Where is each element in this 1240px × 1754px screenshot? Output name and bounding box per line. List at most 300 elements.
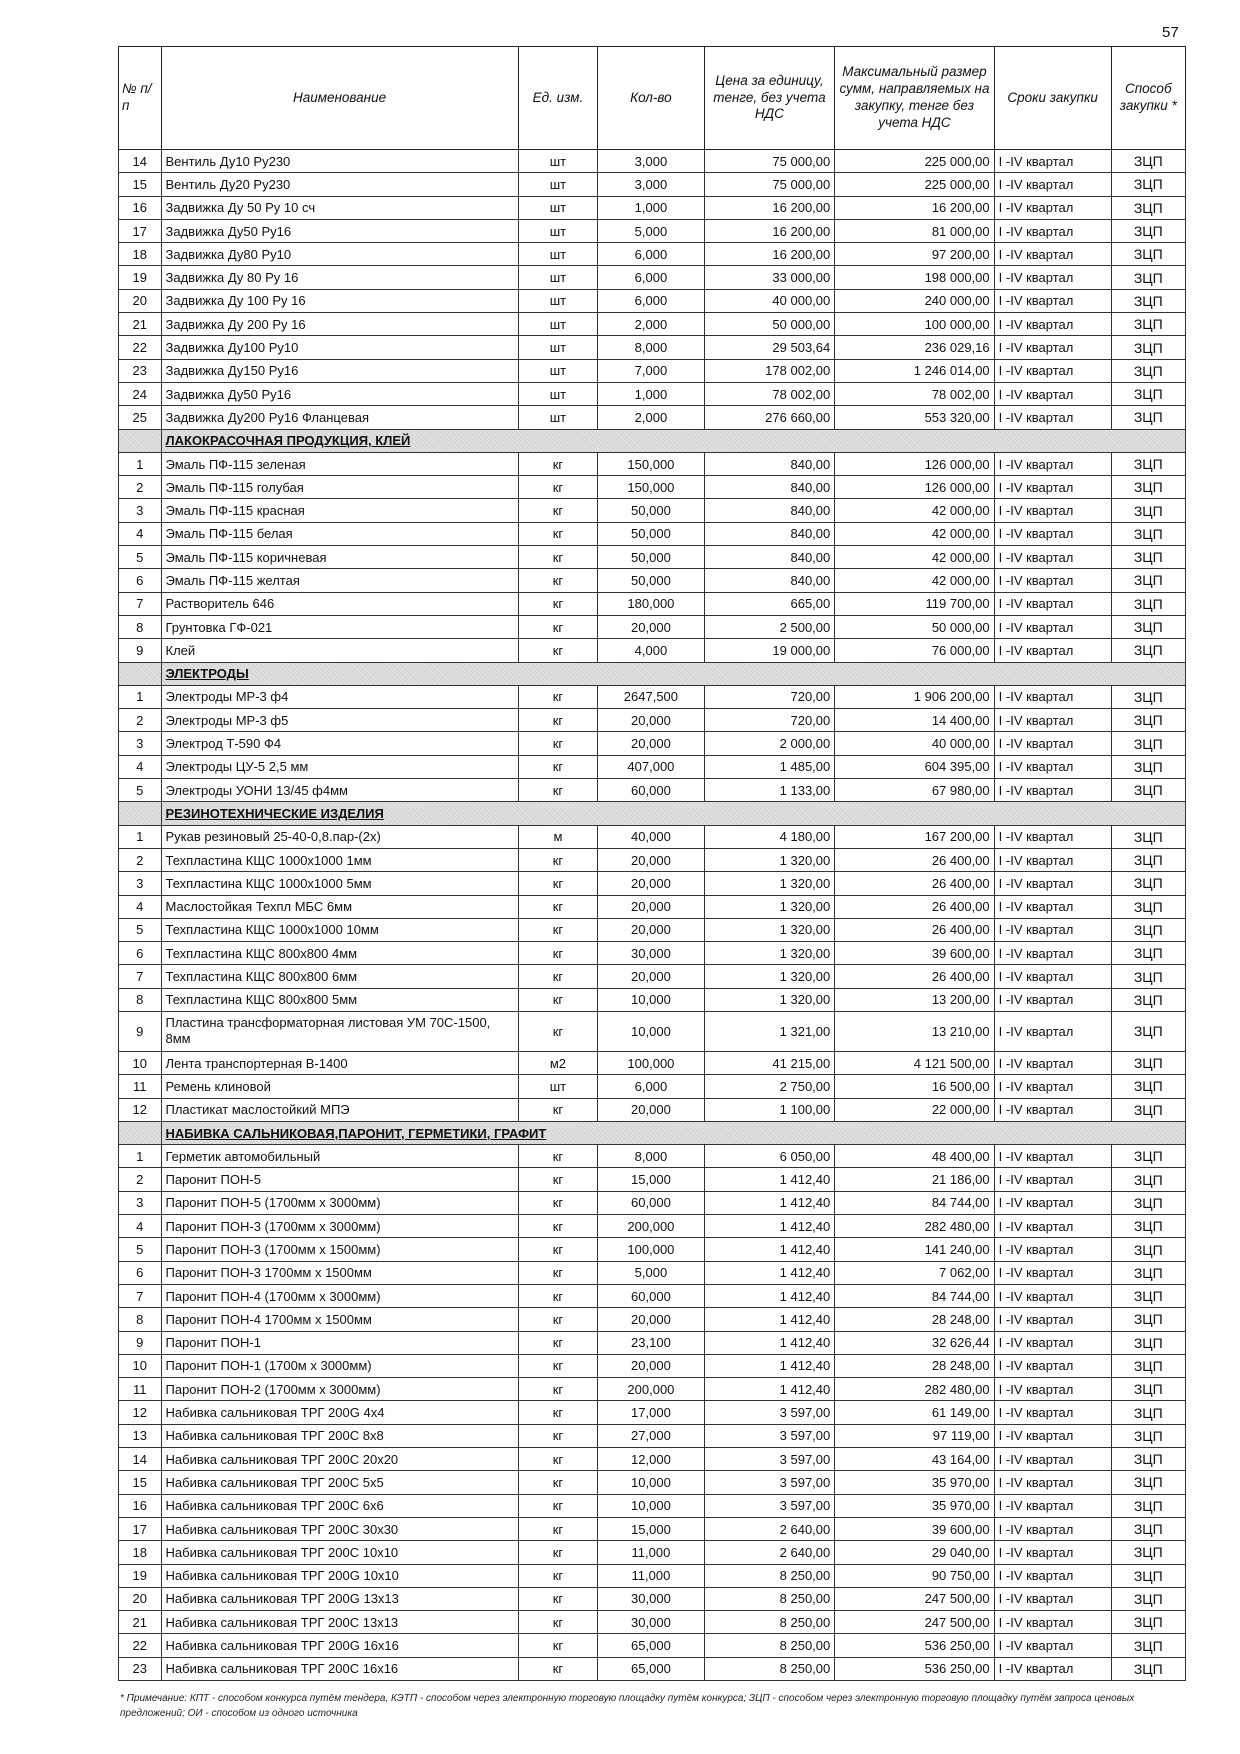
item-name-cell: Пластина трансформаторная листовая УМ 70С-1500, 8мм [161, 1011, 518, 1051]
procurement-method-cell: ЗЦП [1111, 592, 1185, 615]
unit-cell: кг [518, 1215, 598, 1238]
table-row [119, 1284, 1186, 1307]
procurement-term-cell: I -IV квартал [994, 1471, 1111, 1494]
unit-price-cell: 3 597,00 [704, 1494, 835, 1517]
procurement-term-cell: I -IV квартал [994, 1541, 1111, 1564]
unit-price-cell: 178 002,00 [704, 359, 835, 382]
quantity-cell: 8,000 [598, 1145, 704, 1168]
unit-cell: шт [518, 243, 598, 266]
procurement-term-cell: I -IV квартал [994, 965, 1111, 988]
procurement-method-cell: ЗЦП [1111, 615, 1185, 638]
item-name-cell: Электроды ЦУ-5 2,5 мм [161, 755, 518, 778]
unit-cell: шт [518, 289, 598, 312]
row-number-cell: 21 [119, 1611, 162, 1634]
unit-cell: кг [518, 499, 598, 522]
procurement-method-cell: ЗЦП [1111, 569, 1185, 592]
unit-price-cell: 41 215,00 [704, 1051, 835, 1074]
procurement-method-cell: ЗЦП [1111, 639, 1185, 662]
item-name-cell: Задвижка Ду50 Ру16 [161, 219, 518, 242]
unit-price-cell: 16 200,00 [704, 219, 835, 242]
item-name-cell: Паронит ПОН-5 [161, 1168, 518, 1191]
procurement-method-cell: ЗЦП [1111, 476, 1185, 499]
quantity-cell: 20,000 [598, 615, 704, 638]
item-name-cell: Набивка сальниковая ТРГ 200G 4х4 [161, 1401, 518, 1424]
max-sum-cell: 100 000,00 [835, 313, 994, 336]
quantity-cell: 20,000 [598, 965, 704, 988]
unit-cell: кг [518, 895, 598, 918]
table-row [119, 476, 1186, 499]
row-number-cell: 11 [119, 1075, 162, 1098]
quantity-cell: 5,000 [598, 219, 704, 242]
quantity-cell: 6,000 [598, 243, 704, 266]
quantity-cell: 100,000 [598, 1238, 704, 1261]
column-header-method: Способ закупки * [1111, 47, 1185, 150]
procurement-method-cell: ЗЦП [1111, 848, 1185, 871]
max-sum-cell: 21 186,00 [835, 1168, 994, 1191]
procurement-method-cell: ЗЦП [1111, 406, 1185, 429]
procurement-method-cell: ЗЦП [1111, 266, 1185, 289]
unit-cell: кг [518, 1011, 598, 1051]
item-name-cell: Техпластина КЩС 1000х1000 5мм [161, 872, 518, 895]
table-row [119, 685, 1186, 708]
procurement-term-cell: I -IV квартал [994, 918, 1111, 941]
procurement-term-cell: I -IV квартал [994, 1331, 1111, 1354]
procurement-method-cell: ЗЦП [1111, 779, 1185, 802]
table-row [119, 569, 1186, 592]
procurement-method-cell: ЗЦП [1111, 1238, 1185, 1261]
item-name-cell: Техпластина КЩС 1000х1000 1мм [161, 848, 518, 871]
unit-cell: шт [518, 313, 598, 336]
unit-price-cell: 2 750,00 [704, 1075, 835, 1098]
item-name-cell: Паронит ПОН-3 1700мм х 1500мм [161, 1261, 518, 1284]
procurement-method-cell: ЗЦП [1111, 872, 1185, 895]
table-row [119, 522, 1186, 545]
column-header-term: Сроки закупки [994, 47, 1111, 150]
procurement-method-cell: ЗЦП [1111, 243, 1185, 266]
procurement-method-cell: ЗЦП [1111, 895, 1185, 918]
quantity-cell: 50,000 [598, 522, 704, 545]
item-name-cell: Набивка сальниковая ТРГ 200С 13х13 [161, 1611, 518, 1634]
row-number-cell: 17 [119, 219, 162, 242]
section-header-row [119, 662, 1186, 685]
section-spacer [119, 662, 162, 685]
procurement-term-cell: I -IV квартал [994, 452, 1111, 475]
row-number-cell: 3 [119, 1191, 162, 1214]
quantity-cell: 10,000 [598, 1471, 704, 1494]
unit-cell: кг [518, 942, 598, 965]
row-number-cell: 15 [119, 1471, 162, 1494]
procurement-term-cell: I -IV квартал [994, 476, 1111, 499]
unit-cell: кг [518, 1587, 598, 1610]
procurement-term-cell: I -IV квартал [994, 196, 1111, 219]
max-sum-cell: 26 400,00 [835, 848, 994, 871]
item-name-cell: Паронит ПОН-4 1700мм х 1500мм [161, 1308, 518, 1331]
item-name-cell: Эмаль ПФ-115 желтая [161, 569, 518, 592]
unit-price-cell: 1 321,00 [704, 1011, 835, 1051]
item-name-cell: Вентиль Ду20 Ру230 [161, 173, 518, 196]
table-row [119, 1564, 1186, 1587]
procurement-term-cell: I -IV квартал [994, 1051, 1111, 1074]
procurement-term-cell: I -IV квартал [994, 1075, 1111, 1098]
item-name-cell: Техпластина КЩС 800х800 5мм [161, 988, 518, 1011]
procurement-method-cell: ЗЦП [1111, 732, 1185, 755]
table-row [119, 1448, 1186, 1471]
max-sum-cell: 13 210,00 [835, 1011, 994, 1051]
max-sum-cell: 240 000,00 [835, 289, 994, 312]
unit-cell: кг [518, 709, 598, 732]
quantity-cell: 20,000 [598, 1354, 704, 1377]
unit-price-cell: 720,00 [704, 685, 835, 708]
item-name-cell: Набивка сальниковая ТРГ 200С 30х30 [161, 1517, 518, 1540]
max-sum-cell: 247 500,00 [835, 1611, 994, 1634]
row-number-cell: 20 [119, 289, 162, 312]
row-number-cell: 19 [119, 1564, 162, 1587]
procurement-method-cell: ЗЦП [1111, 336, 1185, 359]
procurement-term-cell: I -IV квартал [994, 336, 1111, 359]
unit-price-cell: 1 320,00 [704, 895, 835, 918]
item-name-cell: Эмаль ПФ-115 голубая [161, 476, 518, 499]
table-row [119, 848, 1186, 871]
item-name-cell: Задвижка Ду200 Ру16 Фланцевая [161, 406, 518, 429]
max-sum-cell: 42 000,00 [835, 569, 994, 592]
procurement-term-cell: I -IV квартал [994, 150, 1111, 173]
section-title: ЭЛЕКТРОДЫ [161, 662, 1186, 685]
table-row [119, 1471, 1186, 1494]
max-sum-cell: 14 400,00 [835, 709, 994, 732]
quantity-cell: 100,000 [598, 1051, 704, 1074]
row-number-cell: 7 [119, 1284, 162, 1307]
procurement-method-cell: ЗЦП [1111, 1587, 1185, 1610]
row-number-cell: 2 [119, 1168, 162, 1191]
procurement-method-cell: ЗЦП [1111, 685, 1185, 708]
section-spacer [119, 429, 162, 452]
item-name-cell: Набивка сальниковая ТРГ 200G 13х13 [161, 1587, 518, 1610]
quantity-cell: 2,000 [598, 313, 704, 336]
item-name-cell: Задвижка Ду 80 Ру 16 [161, 266, 518, 289]
item-name-cell: Ремень клиновой [161, 1075, 518, 1098]
row-number-cell: 18 [119, 1541, 162, 1564]
row-number-cell: 14 [119, 1448, 162, 1471]
max-sum-cell: 604 395,00 [835, 755, 994, 778]
unit-price-cell: 33 000,00 [704, 266, 835, 289]
item-name-cell: Электроды МР-3 ф4 [161, 685, 518, 708]
item-name-cell: Набивка сальниковая ТРГ 200С 8х8 [161, 1424, 518, 1447]
row-number-cell: 6 [119, 569, 162, 592]
row-number-cell: 16 [119, 196, 162, 219]
row-number-cell: 13 [119, 1424, 162, 1447]
item-name-cell: Задвижка Ду100 Ру10 [161, 336, 518, 359]
unit-price-cell: 840,00 [704, 452, 835, 475]
max-sum-cell: 247 500,00 [835, 1587, 994, 1610]
unit-price-cell: 840,00 [704, 546, 835, 569]
row-number-cell: 25 [119, 406, 162, 429]
table-row [119, 825, 1186, 848]
quantity-cell: 150,000 [598, 452, 704, 475]
item-name-cell: Набивка сальниковая ТРГ 200С 10х10 [161, 1541, 518, 1564]
procurement-method-cell: ЗЦП [1111, 1494, 1185, 1517]
table-row [119, 1634, 1186, 1657]
procurement-method-cell: ЗЦП [1111, 1541, 1185, 1564]
row-number-cell: 16 [119, 1494, 162, 1517]
procurement-term-cell: I -IV квартал [994, 685, 1111, 708]
quantity-cell: 1,000 [598, 382, 704, 405]
footnote: * Примечание: КПТ - способом конкурса путём тендера, КЭТП - способом через электронную торговую площадку путём конкурса; ЗЦП - способом через электронную торговую площадку путём запроса ценовых предложений; ОИ - способом из одного источника [120, 1693, 1135, 1719]
unit-cell: кг [518, 1541, 598, 1564]
unit-cell: кг [518, 1564, 598, 1587]
row-number-cell: 4 [119, 522, 162, 545]
table-row [119, 639, 1186, 662]
table-row [119, 1517, 1186, 1540]
row-number-cell: 18 [119, 243, 162, 266]
procurement-method-cell: ЗЦП [1111, 755, 1185, 778]
procurement-method-cell: ЗЦП [1111, 1308, 1185, 1331]
table-row [119, 499, 1186, 522]
table-row [119, 1238, 1186, 1261]
unit-price-cell: 3 597,00 [704, 1401, 835, 1424]
item-name-cell: Задвижка Ду150 Ру16 [161, 359, 518, 382]
quantity-cell: 20,000 [598, 1308, 704, 1331]
max-sum-cell: 236 029,16 [835, 336, 994, 359]
procurement-method-cell: ЗЦП [1111, 1145, 1185, 1168]
table-row [119, 196, 1186, 219]
unit-price-cell: 840,00 [704, 499, 835, 522]
table-row [119, 779, 1186, 802]
procurement-term-cell: I -IV квартал [994, 1191, 1111, 1214]
row-number-cell: 6 [119, 1261, 162, 1284]
table-row [119, 615, 1186, 638]
unit-cell: шт [518, 266, 598, 289]
quantity-cell: 10,000 [598, 1494, 704, 1517]
unit-price-cell: 1 412,40 [704, 1168, 835, 1191]
max-sum-cell: 67 980,00 [835, 779, 994, 802]
row-number-cell: 10 [119, 1051, 162, 1074]
unit-price-cell: 75 000,00 [704, 173, 835, 196]
row-number-cell: 9 [119, 1331, 162, 1354]
quantity-cell: 23,100 [598, 1331, 704, 1354]
procurement-term-cell: I -IV квартал [994, 709, 1111, 732]
table-row [119, 1331, 1186, 1354]
procurement-method-cell: ЗЦП [1111, 1168, 1185, 1191]
table-row [119, 1011, 1186, 1051]
table-row [119, 150, 1186, 173]
procurement-method-cell: ЗЦП [1111, 1471, 1185, 1494]
section-title: НАБИВКА САЛЬНИКОВАЯ,ПАРОНИТ, ГЕРМЕТИКИ, ГРАФИТ [161, 1121, 1186, 1144]
item-name-cell: Паронит ПОН-5 (1700мм х 3000мм) [161, 1191, 518, 1214]
section-title: ЛАКОКРАСОЧНАЯ ПРОДУКЦИЯ, КЛЕЙ [161, 429, 1186, 452]
section-spacer [119, 802, 162, 825]
row-number-cell: 3 [119, 872, 162, 895]
unit-cell: шт [518, 173, 598, 196]
unit-price-cell: 1 412,40 [704, 1215, 835, 1238]
max-sum-cell: 126 000,00 [835, 476, 994, 499]
quantity-cell: 5,000 [598, 1261, 704, 1284]
item-name-cell: Задвижка Ду 200 Ру 16 [161, 313, 518, 336]
procurement-method-cell: ЗЦП [1111, 1261, 1185, 1284]
max-sum-cell: 97 200,00 [835, 243, 994, 266]
procurement-method-cell: ЗЦП [1111, 382, 1185, 405]
item-name-cell: Грунтовка ГФ-021 [161, 615, 518, 638]
max-sum-cell: 536 250,00 [835, 1657, 994, 1680]
max-sum-cell: 40 000,00 [835, 732, 994, 755]
table-header-row [119, 47, 1186, 150]
max-sum-cell: 35 970,00 [835, 1494, 994, 1517]
max-sum-cell: 84 744,00 [835, 1284, 994, 1307]
column-header-unit: Ед. изм. [518, 47, 598, 150]
unit-cell: кг [518, 1354, 598, 1377]
row-number-cell: 17 [119, 1517, 162, 1540]
procurement-term-cell: I -IV квартал [994, 1517, 1111, 1540]
table-row [119, 755, 1186, 778]
procurement-term-cell: I -IV квартал [994, 499, 1111, 522]
row-number-cell: 5 [119, 546, 162, 569]
max-sum-cell: 90 750,00 [835, 1564, 994, 1587]
max-sum-cell: 16 500,00 [835, 1075, 994, 1098]
row-number-cell: 3 [119, 499, 162, 522]
procurement-method-cell: ЗЦП [1111, 1611, 1185, 1634]
section-header-row [119, 802, 1186, 825]
unit-price-cell: 3 597,00 [704, 1448, 835, 1471]
max-sum-cell: 39 600,00 [835, 1517, 994, 1540]
row-number-cell: 19 [119, 266, 162, 289]
quantity-cell: 20,000 [598, 709, 704, 732]
quantity-cell: 30,000 [598, 1611, 704, 1634]
unit-price-cell: 2 500,00 [704, 615, 835, 638]
row-number-cell: 1 [119, 825, 162, 848]
row-number-cell: 4 [119, 895, 162, 918]
unit-price-cell: 8 250,00 [704, 1611, 835, 1634]
quantity-cell: 10,000 [598, 1011, 704, 1051]
unit-price-cell: 1 412,40 [704, 1191, 835, 1214]
row-number-cell: 4 [119, 755, 162, 778]
unit-price-cell: 40 000,00 [704, 289, 835, 312]
row-number-cell: 22 [119, 336, 162, 359]
item-name-cell: Техпластина КЩС 800х800 4мм [161, 942, 518, 965]
unit-cell: кг [518, 1308, 598, 1331]
column-header-num: № п/п [119, 47, 162, 150]
unit-cell: кг [518, 872, 598, 895]
unit-cell: кг [518, 1494, 598, 1517]
item-name-cell: Техпластина КЩС 800х800 6мм [161, 965, 518, 988]
procurement-term-cell: I -IV квартал [994, 1284, 1111, 1307]
unit-cell: шт [518, 219, 598, 242]
unit-price-cell: 1 412,40 [704, 1284, 835, 1307]
unit-cell: кг [518, 1168, 598, 1191]
procurement-term-cell: I -IV квартал [994, 1611, 1111, 1634]
table-row [119, 1657, 1186, 1680]
procurement-term-cell: I -IV квартал [994, 1308, 1111, 1331]
row-number-cell: 23 [119, 1657, 162, 1680]
item-name-cell: Паронит ПОН-4 (1700мм х 3000мм) [161, 1284, 518, 1307]
procurement-method-cell: ЗЦП [1111, 522, 1185, 545]
row-number-cell: 5 [119, 1238, 162, 1261]
quantity-cell: 3,000 [598, 150, 704, 173]
quantity-cell: 60,000 [598, 779, 704, 802]
table-row [119, 965, 1186, 988]
quantity-cell: 12,000 [598, 1448, 704, 1471]
table-row [119, 1401, 1186, 1424]
max-sum-cell: 84 744,00 [835, 1191, 994, 1214]
quantity-cell: 11,000 [598, 1541, 704, 1564]
item-name-cell: Задвижка Ду 100 Ру 16 [161, 289, 518, 312]
max-sum-cell: 48 400,00 [835, 1145, 994, 1168]
table-row [119, 872, 1186, 895]
procurement-term-cell: I -IV квартал [994, 1098, 1111, 1121]
unit-price-cell: 1 320,00 [704, 988, 835, 1011]
max-sum-cell: 61 149,00 [835, 1401, 994, 1424]
procurement-term-cell: I -IV квартал [994, 1401, 1111, 1424]
item-name-cell: Растворитель 646 [161, 592, 518, 615]
unit-price-cell: 840,00 [704, 476, 835, 499]
max-sum-cell: 198 000,00 [835, 266, 994, 289]
quantity-cell: 15,000 [598, 1168, 704, 1191]
unit-price-cell: 1 320,00 [704, 942, 835, 965]
table-row [119, 732, 1186, 755]
table-row [119, 1215, 1186, 1238]
procurement-method-cell: ЗЦП [1111, 988, 1185, 1011]
max-sum-cell: 43 164,00 [835, 1448, 994, 1471]
table-row [119, 1354, 1186, 1377]
item-name-cell: Набивка сальниковая ТРГ 200С 20х20 [161, 1448, 518, 1471]
quantity-cell: 15,000 [598, 1517, 704, 1540]
unit-cell: кг [518, 1657, 598, 1680]
row-number-cell: 4 [119, 1215, 162, 1238]
procurement-term-cell: I -IV квартал [994, 779, 1111, 802]
quantity-cell: 60,000 [598, 1191, 704, 1214]
procurement-term-cell: I -IV квартал [994, 1587, 1111, 1610]
row-number-cell: 5 [119, 918, 162, 941]
row-number-cell: 23 [119, 359, 162, 382]
item-name-cell: Клей [161, 639, 518, 662]
procurement-term-cell: I -IV квартал [994, 243, 1111, 266]
quantity-cell: 6,000 [598, 289, 704, 312]
row-number-cell: 8 [119, 988, 162, 1011]
procurement-term-cell: I -IV квартал [994, 1564, 1111, 1587]
row-number-cell: 8 [119, 615, 162, 638]
unit-price-cell: 720,00 [704, 709, 835, 732]
procurement-term-cell: I -IV квартал [994, 1145, 1111, 1168]
row-number-cell: 2 [119, 848, 162, 871]
procurement-term-cell: I -IV квартал [994, 266, 1111, 289]
procurement-term-cell: I -IV квартал [994, 1634, 1111, 1657]
unit-price-cell: 3 597,00 [704, 1424, 835, 1447]
table-row [119, 289, 1186, 312]
procurement-term-cell: I -IV квартал [994, 755, 1111, 778]
procurement-table [118, 46, 1186, 1681]
procurement-term-cell: I -IV квартал [994, 359, 1111, 382]
table-row [119, 1611, 1186, 1634]
procurement-method-cell: ЗЦП [1111, 1098, 1185, 1121]
procurement-term-cell: I -IV квартал [994, 1238, 1111, 1261]
procurement-method-cell: ЗЦП [1111, 452, 1185, 475]
table-row [119, 406, 1186, 429]
procurement-method-cell: ЗЦП [1111, 918, 1185, 941]
unit-price-cell: 2 640,00 [704, 1541, 835, 1564]
column-header-name: Наименование [161, 47, 518, 150]
row-number-cell: 12 [119, 1098, 162, 1121]
max-sum-cell: 119 700,00 [835, 592, 994, 615]
procurement-method-cell: ЗЦП [1111, 1051, 1185, 1074]
table-row [119, 1075, 1186, 1098]
item-name-cell: Задвижка Ду50 Ру16 [161, 382, 518, 405]
quantity-cell: 65,000 [598, 1634, 704, 1657]
max-sum-cell: 282 480,00 [835, 1378, 994, 1401]
table-row [119, 988, 1186, 1011]
row-number-cell: 20 [119, 1587, 162, 1610]
max-sum-cell: 4 121 500,00 [835, 1051, 994, 1074]
procurement-method-cell: ЗЦП [1111, 1401, 1185, 1424]
item-name-cell: Рукав резиновый 25-40-0,8.пар-(2х) [161, 825, 518, 848]
max-sum-cell: 1 906 200,00 [835, 685, 994, 708]
